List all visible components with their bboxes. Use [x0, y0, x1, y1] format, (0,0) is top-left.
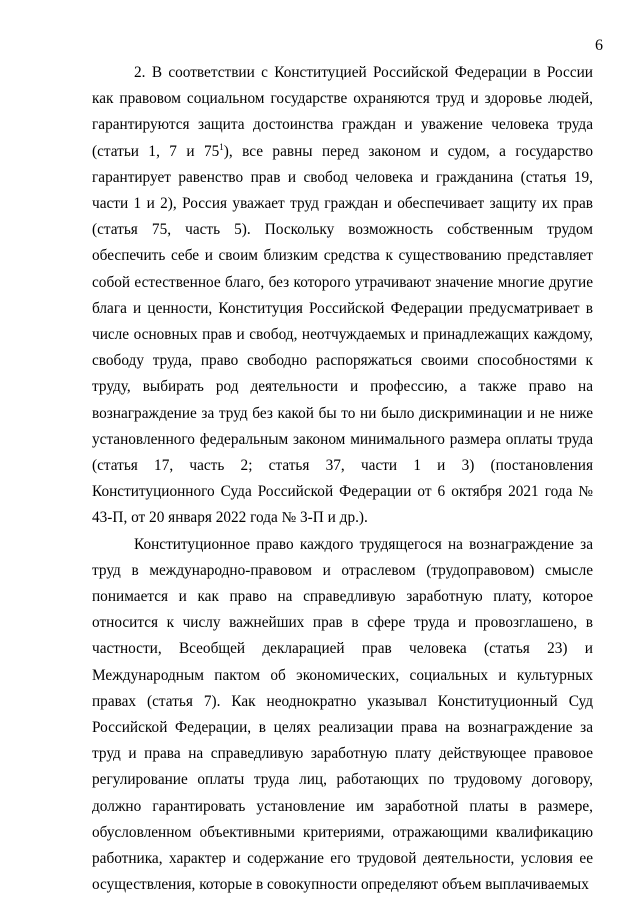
paragraph-1-text-end: ), все равны перед законом и судом, а государство гарантирует равенство прав и свобод человека и гражданина (статья 19, части 1 и 2), Россия уважает труд граждан и обеспечивает защиту их прав (статья 75, часть 5). Поскольку возможность собственным трудом обеспечить себе и своим близким средства к существованию представляет собой естественное благо, без которого утрачивают значение многие другие блага и ценности, Конституция Российской Федерации предусматривает в числе основных прав и свобод, неотчуждаемых и принадлежащих каждому, свободу труда, право свободно распоряжаться своими способностями к труду, выбирать род деятельности и профессию, а также право на вознаграждение за труд без какой бы то ни было дискриминации и не ниже установленного федеральным законом минимального размера оплаты труда (статья 17, часть 2; статья 37, части 1 и 3) (постановления Конституционного Суда Российской Федерации от 6 октября 2021 года № 43-П, от 20 января 2022 года № 3-П и др.). [92, 142, 593, 527]
footnote-superscript: 1 [219, 141, 224, 152]
paragraph-1 [92, 60, 593, 532]
page-number: 6 [595, 37, 603, 54]
paragraph-1-text-start: 2. В соответствии с Конституцией Российской Федерации в России как правовом социальном государстве охраняются труд и здоровье людей, гарантируются защита достоинства граждан и уважение человека труда (статьи 1, 7 и 75 [92, 64, 593, 160]
document-body [92, 60, 593, 899]
paragraph-2: Конституционное право каждого трудящегося на вознаграждение за труд в международно-правовом и отраслевом (трудоправовом) смысле понимается и как право на справедливую заработную плату, которое относится к числу важнейших прав в сфере труда и провозглашено, в частности, Всеобщей декларацией прав человека (статья 23) и Международным пактом об экономических, социальных и культурных правах (статья 7). Как неоднократно указывал Конституционный Суд Российской Федерации, в целях реализации права на вознаграждение за труд и права на справедливую заработную плату действующее правовое регулирование оплаты труда лиц, работающих по трудовому договору, должно гарантировать установление им заработной платы в размере, обусловленном объективными критериями, отражающими квалификацию работника, характер и содержание его трудовой деятельности, условия ее осуществления, которые в совокупности определяют объем выплачиваемых [92, 535, 593, 894]
